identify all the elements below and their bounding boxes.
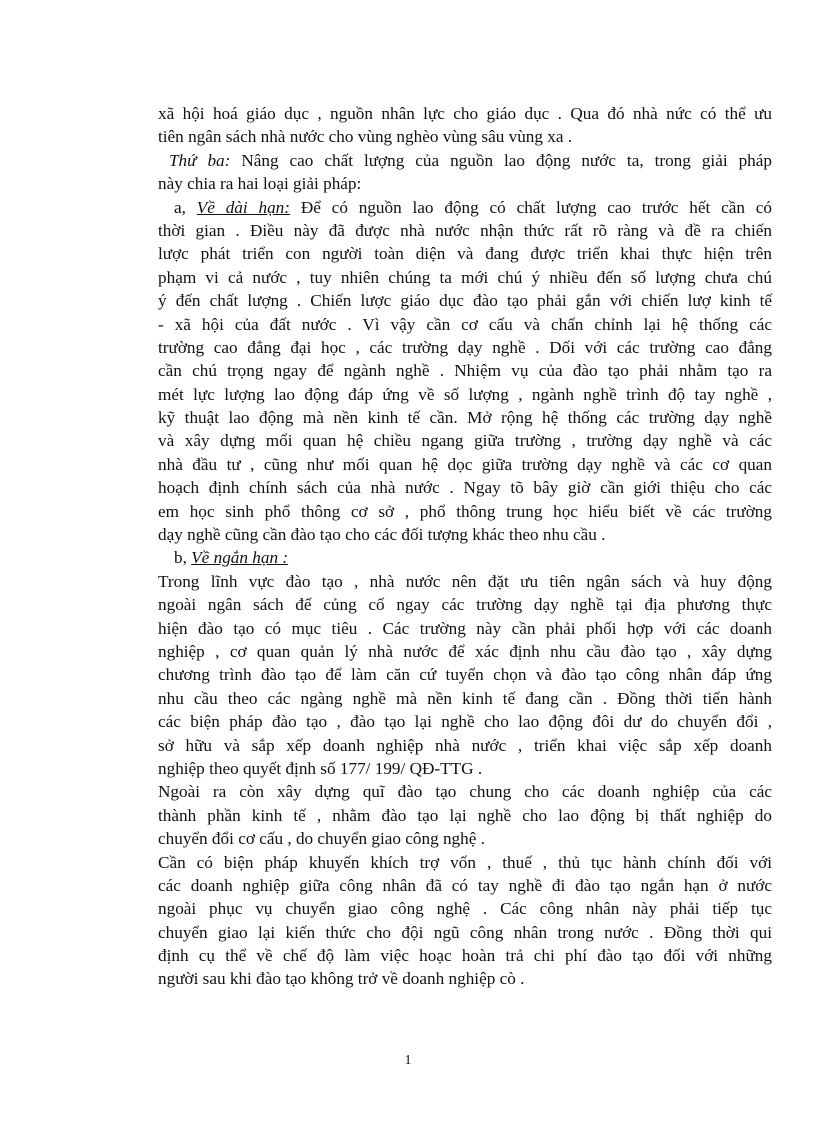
text-line: hiện đào tạo có mục tiêu . Các trường này cần phải phối hợp với các doanh [158,618,772,638]
text-line: hoạch định chính sách của nhà nước . Ngay tõ bây giờ cần giới thiệu cho các [158,478,772,498]
thu-ba-text: Nâng cao chất lượng của nguồn lao động nước ta, trong giải pháp [230,150,772,170]
section-a-heading-line [158,196,772,219]
text-line: nghiệp theo quyết định số 177/ 199/ QĐ-TTG . [158,758,483,778]
text-line: kỹ thuật lao động mà nền kinh tế cần. Mở rộng hệ thống các trường dạy nghề [158,408,772,428]
section-b-prefix: b, [174,548,192,568]
text-line: dạy nghề cũng cần đào tạo cho các đối tượng khác theo nhu cầu . [158,525,606,545]
text-line: thời gian . Điều này đã được nhà nước nhận thức rất rõ ràng và đề ra chiến [158,220,772,240]
text-line: Ngoài ra còn xây dựng quĩ đào tạo chung cho các doanh nghiệp của các [158,782,772,802]
section-a-text: Để có nguồn lao động có chất lượng cao trước hết cần có [290,197,772,217]
text-line: - xã hội của đất nước . Vì vậy cần cơ cấu và chấn chỉnh lại hệ thống các [158,314,772,334]
text-line: trường cao đẳng đại học , các trường dạy nghề . Dối với các trường cao đẳng [158,337,772,357]
text-line: ngoài ngân sách để củng cố ngay các trường dạy nghề tại địa phương thực [158,595,772,615]
text-line: định cụ thể về chế độ làm việc hoạc hoàn trả chi phí đào tạo đối với những [158,946,772,966]
text-line: nhà đầu tư , cũng như mối quan hệ dọc giữa trường dạy nghề và các cơ quan [158,454,772,474]
section-a-label: Về dài hạn: [196,197,290,217]
document-body [158,102,772,991]
text-line: chuyển đổi cơ cấu , do chuyển giao công nghệ . [158,829,485,849]
text-line: phạm vi cả nước , tuy nhiên chúng ta mới chú ý nhiều đến số lượng chưa chú [158,267,772,287]
thu-ba-heading-line [158,149,772,172]
text-line: Trong lĩnh vực đào tạo , nhà nước nên đặt ưu tiên ngân sách và huy động [158,571,772,591]
section-a-prefix: a, [174,197,197,217]
text-line: xã hội hoá giáo dục , nguồn nhân lực cho giáo dục . Qua đó nhà nức có thể ưu [158,104,772,123]
text-line: ý đến chất lượng . Chiến lược giáo dục đào tạo phải gắn với chiến lượ kinh tế [158,291,772,311]
section-b-label: Về ngắn hạn : [191,548,289,568]
text-line: tiên ngân sách nhà nước cho vùng nghèo vùng sâu vùng xa . [158,127,573,147]
text-line: sở hữu và sắp xếp doanh nghiệp nhà nước , triển khai việc sắp xếp doanh [158,735,772,755]
thu-ba-label: Thứ ba: [168,150,231,170]
text-line: cần chú trọng ngay để ngành nghề . Nhiệm vụ của đào tạo phải nhằm tạo ra [158,361,772,381]
page-number: 1 [404,1053,412,1068]
text-line: chương trình đào tạo để làm căn cứ tuyển chọn và đào tạo công nhân đáp ứng [158,665,772,685]
text-line: thành phần kinh tế , nhằm đào tạo lại nghề cho lao động bị thất nghiệp do [158,805,772,825]
text-line: ngoài phục vụ chuyển giao công nghệ . Các công nhân này phải tiếp tục [158,899,772,919]
text-line: này chia ra hai loại giải pháp: [158,174,362,194]
text-line: nghiệp , cơ quan quản lý nhà nước để xác định nhu cầu đào tạo , xây dựng [158,641,772,661]
text-line: người sau khi đào tạo không trở về doanh nghiệp cò . [158,969,525,989]
text-line: các doanh nghiệp giữa công nhân đã có tay nghề đi đào tạo ngắn hạn ở nước [158,875,772,895]
text-line: các biện pháp đào tạo , đào tạo lại nghề cho lao động đôi dư do chuyển đổi , [158,712,772,732]
section-b-heading-line [158,546,772,569]
text-line: chuyển giao lại kiến thức cho đội ngũ công nhân trong nước . Đồng thời qui [158,922,772,942]
text-line: mét lực lượng lao động đáp ứng về số lượng , ngành nghề trình độ tay nghề , [158,384,772,404]
text-line: em học sinh phổ thông cơ sở , phổ thông trung học hiểu biết về các trường [158,501,772,521]
text-line: lược phát triển con người toàn diện và đang được triển khai thực hiện trên [158,244,772,264]
text-line: nhu cầu theo các ngàng nghề mà nền kinh tế đang cần . Đồng thời tiến hành [158,688,772,708]
text-line: và xây dựng mối quan hệ chiều ngang giữa trường , trường dạy nghề và các [158,431,772,451]
text-line: Cần có biện pháp khuyến khích trợ vốn , thuế , thủ tục hành chính đối với [158,852,772,872]
